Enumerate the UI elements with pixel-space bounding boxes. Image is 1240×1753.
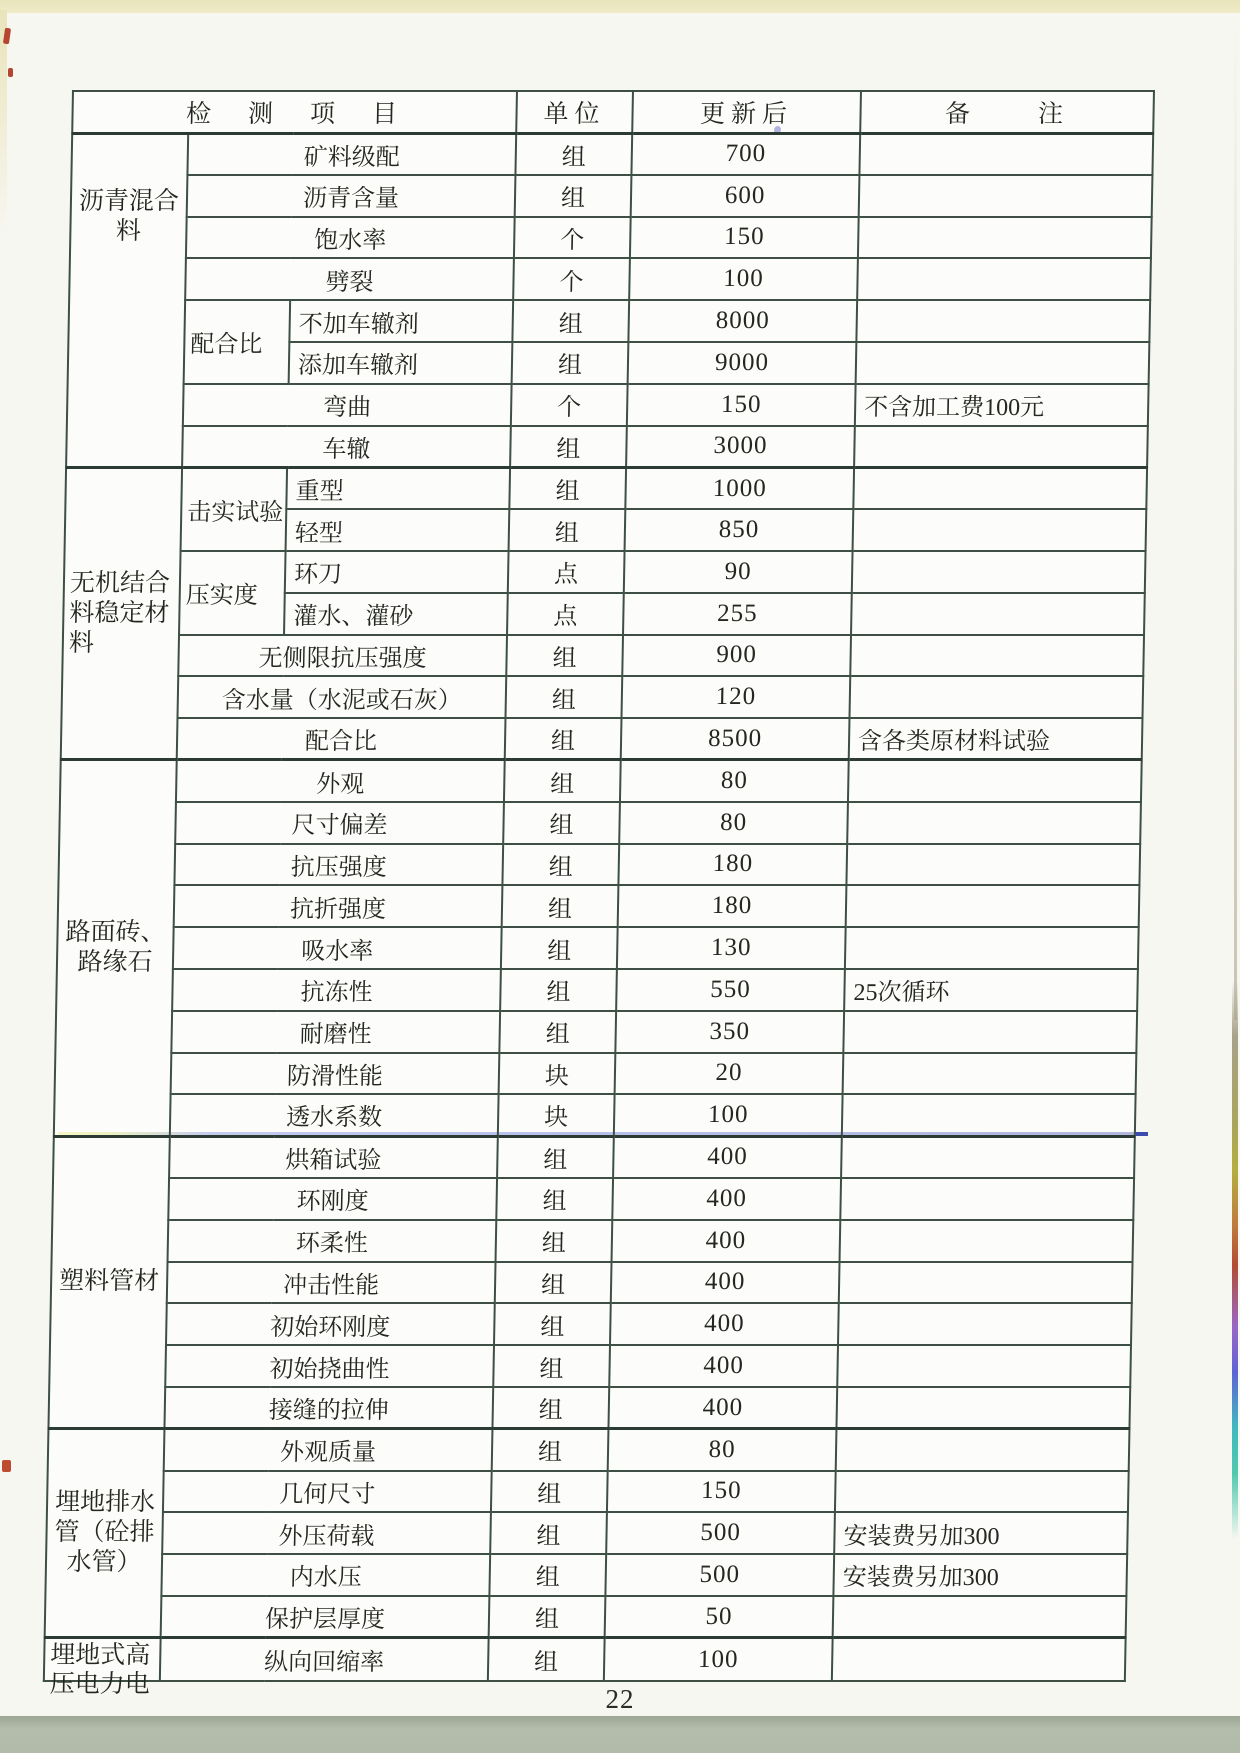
test-item-cell: 矿料级配 — [187, 133, 516, 175]
updated-price-cell: 400 — [613, 1136, 842, 1178]
table-row — [48, 1429, 1130, 1471]
table-row — [52, 1220, 1134, 1262]
updated-price-cell: 255 — [623, 593, 852, 635]
unit-cell: 组 — [500, 969, 617, 1011]
test-item-cell: 配合比 — [177, 718, 506, 760]
remark-cell — [843, 1053, 1137, 1095]
remark-cell: 安装费另加300 — [833, 1554, 1127, 1596]
unit-cell: 组 — [489, 1596, 606, 1638]
test-item-cell: 初始挠曲性 — [165, 1345, 494, 1387]
updated-price-cell: 400 — [610, 1303, 839, 1345]
page-number: 22 — [605, 1684, 635, 1714]
table-row — [51, 1262, 1133, 1304]
updated-price-cell: 8000 — [628, 300, 857, 342]
unit-cell: 组 — [504, 760, 621, 802]
subgroup-label: 击实试验 — [181, 467, 288, 551]
unit-cell: 个 — [514, 217, 631, 259]
scan-edge-right — [1234, 20, 1237, 1020]
test-item-cell: 抗折强度 — [174, 885, 503, 927]
table-row — [57, 927, 1139, 969]
group-label: 无机结合料稳定材料 — [61, 467, 182, 760]
table-row — [61, 718, 1143, 760]
remark-cell — [853, 509, 1147, 551]
test-item-cell: 防滑性能 — [171, 1053, 500, 1095]
remark-cell — [840, 1178, 1134, 1220]
scan-edge-top — [0, 0, 1240, 13]
test-item-cell: 车辙 — [182, 426, 511, 468]
table-row — [71, 175, 1153, 217]
unit-cell: 组 — [493, 1345, 610, 1387]
updated-price-cell: 500 — [606, 1512, 835, 1554]
test-item-cell: 沥青含量 — [187, 175, 516, 217]
table-row — [55, 1053, 1137, 1095]
remark-cell — [847, 802, 1141, 844]
table-row — [59, 802, 1141, 844]
updated-price-cell: 400 — [612, 1178, 841, 1220]
unit-cell: 组 — [509, 509, 626, 551]
remark-cell — [853, 467, 1147, 509]
updated-price-cell: 400 — [609, 1345, 838, 1387]
updated-price-cell: 3000 — [626, 426, 855, 468]
remark-cell — [848, 760, 1142, 802]
test-item-cell: 外压荷载 — [162, 1512, 491, 1554]
test-item-cell: 内水压 — [161, 1554, 490, 1596]
unit-cell: 组 — [512, 342, 629, 384]
header-row — [72, 91, 1154, 133]
updated-price-cell: 350 — [615, 1011, 844, 1053]
test-item-cell: 吸水率 — [173, 927, 502, 969]
table-row — [48, 1387, 1130, 1429]
test-item-cell: 抗压强度 — [174, 844, 503, 886]
unit-cell: 块 — [498, 1094, 615, 1136]
remark-cell — [836, 1387, 1130, 1429]
test-item-cell: 保护层厚度 — [161, 1596, 490, 1638]
test-item-cell: 环柔性 — [168, 1220, 497, 1262]
updated-price-cell: 150 — [607, 1471, 836, 1513]
table-row — [69, 258, 1151, 300]
updated-price-cell: 850 — [625, 509, 854, 551]
updated-price-cell: 80 — [608, 1429, 837, 1471]
table-row — [49, 1345, 1131, 1387]
unit-cell: 组 — [502, 885, 619, 927]
test-item-cell: 环刀 — [285, 551, 509, 593]
header-remark: 备 注 — [860, 91, 1154, 133]
table-row — [54, 1094, 1136, 1136]
remark-cell — [852, 551, 1146, 593]
group-label: 埋地排水管（砼排水管） — [45, 1429, 165, 1638]
remark-cell — [859, 175, 1153, 217]
header-updated-price: 更新后 — [632, 91, 861, 133]
table-row — [64, 551, 1146, 593]
table-row — [45, 1596, 1127, 1638]
updated-price-cell: 150 — [627, 384, 856, 426]
test-item-cell: 轻型 — [286, 509, 510, 551]
unit-cell: 点 — [508, 551, 625, 593]
updated-price-cell: 130 — [617, 927, 846, 969]
updated-price-cell: 400 — [608, 1387, 837, 1429]
updated-price-cell: 500 — [605, 1554, 834, 1596]
remark-cell — [854, 426, 1148, 468]
updated-price-cell: 550 — [616, 969, 845, 1011]
test-item-cell: 透水系数 — [170, 1094, 499, 1136]
table-row — [58, 885, 1140, 927]
updated-price-cell: 50 — [605, 1596, 834, 1638]
remark-cell — [836, 1429, 1130, 1471]
test-item-cell: 烘箱试验 — [169, 1136, 498, 1178]
scan-edge-left — [0, 10, 7, 240]
remark-cell — [851, 593, 1145, 635]
unit-cell: 组 — [512, 300, 629, 342]
header-unit: 单位 — [516, 91, 633, 133]
updated-price-cell: 400 — [612, 1220, 841, 1262]
table-row — [56, 969, 1138, 1011]
remark-cell — [845, 927, 1139, 969]
test-item-cell: 纵向回缩率 — [160, 1638, 489, 1682]
unit-cell: 组 — [509, 467, 626, 509]
updated-price-cell: 400 — [611, 1262, 840, 1304]
red-speck-artifact — [2, 1460, 11, 1472]
test-item-cell: 不加车辙剂 — [289, 300, 513, 342]
test-item-cell: 外观质量 — [164, 1429, 493, 1471]
unit-cell: 个 — [513, 258, 630, 300]
table-row — [45, 1554, 1127, 1596]
unit-cell: 组 — [495, 1262, 612, 1304]
unit-cell: 组 — [502, 844, 619, 886]
unit-cell: 组 — [490, 1512, 607, 1554]
test-item-cell: 重型 — [286, 467, 510, 509]
updated-price-cell: 100 — [629, 258, 858, 300]
test-item-cell: 劈裂 — [185, 258, 514, 300]
table-row — [66, 426, 1148, 468]
updated-price-cell: 80 — [620, 760, 849, 802]
test-item-cell: 初始环刚度 — [166, 1303, 495, 1345]
test-item-cell: 几何尺寸 — [163, 1471, 492, 1513]
remark-cell — [837, 1345, 1131, 1387]
group-label: 路面砖、路缘石 — [54, 760, 177, 1136]
table-row — [70, 217, 1152, 259]
remark-cell: 安装费另加300 — [834, 1512, 1128, 1554]
remark-cell — [850, 635, 1144, 677]
updated-price-cell: 100 — [604, 1638, 833, 1682]
updated-price-cell: 20 — [615, 1053, 844, 1095]
test-item-cell: 无侧限抗压强度 — [178, 635, 507, 677]
updated-price-cell: 100 — [614, 1094, 843, 1136]
unit-cell: 组 — [506, 635, 623, 677]
unit-cell: 组 — [492, 1429, 609, 1471]
table-row — [62, 635, 1144, 677]
test-item-cell: 添加车辙剂 — [289, 342, 513, 384]
remark-cell — [858, 217, 1152, 259]
test-item-cell: 饱水率 — [186, 217, 515, 259]
unit-cell: 组 — [505, 718, 622, 760]
remark-cell — [838, 1303, 1132, 1345]
group-label: 塑料管材 — [48, 1136, 169, 1429]
group-label — [44, 1638, 161, 1699]
test-item-cell: 环刚度 — [168, 1178, 497, 1220]
scan-rainbow-strip — [1232, 980, 1238, 1540]
red-speck-artifact — [8, 68, 13, 77]
subgroup-label: 压实度 — [179, 551, 286, 635]
unit-cell: 组 — [501, 927, 618, 969]
scan-bottom-band — [0, 1716, 1240, 1753]
unit-cell: 组 — [496, 1178, 613, 1220]
test-item-cell: 尺寸偏差 — [175, 802, 504, 844]
table-row — [65, 467, 1147, 509]
test-item-cell: 冲击性能 — [167, 1262, 496, 1304]
remark-cell — [846, 885, 1140, 927]
table-row — [53, 1136, 1135, 1178]
remark-cell — [846, 844, 1140, 886]
unit-cell: 块 — [499, 1053, 616, 1095]
unit-cell: 组 — [506, 676, 623, 718]
table-row — [68, 300, 1150, 342]
remark-cell — [839, 1262, 1133, 1304]
remark-cell — [833, 1596, 1127, 1638]
remark-cell — [840, 1220, 1134, 1262]
table-row — [61, 676, 1143, 718]
unit-cell: 组 — [499, 1011, 616, 1053]
updated-price-cell: 600 — [631, 175, 860, 217]
unit-cell: 组 — [510, 426, 627, 468]
table-row — [71, 133, 1153, 175]
remark-cell — [842, 1094, 1136, 1136]
table-row — [44, 1638, 1126, 1682]
table-row — [50, 1303, 1132, 1345]
unit-cell: 组 — [488, 1638, 605, 1682]
remark-cell: 不含加工费100元 — [855, 384, 1149, 426]
group-label-line: 埋地式高 — [50, 1642, 151, 1670]
unit-cell: 组 — [489, 1554, 606, 1596]
updated-price-cell: 80 — [619, 802, 848, 844]
table-row — [58, 844, 1140, 886]
updated-price-cell: 180 — [618, 844, 847, 886]
remark-cell — [856, 300, 1150, 342]
table-row — [60, 760, 1142, 802]
test-item-cell: 接缝的拉伸 — [164, 1387, 493, 1429]
table-row — [67, 384, 1149, 426]
unit-cell: 组 — [496, 1220, 613, 1262]
updated-price-cell: 150 — [630, 217, 859, 259]
table-row — [52, 1178, 1134, 1220]
remark-cell — [856, 342, 1150, 384]
remark-cell: 25次循环 — [844, 969, 1138, 1011]
unit-cell: 组 — [491, 1471, 608, 1513]
updated-price-cell: 8500 — [621, 718, 850, 760]
unit-cell: 组 — [492, 1387, 609, 1429]
test-item-cell: 外观 — [176, 760, 505, 802]
table-row — [46, 1512, 1128, 1554]
updated-price-cell: 700 — [631, 133, 860, 175]
updated-price-cell: 1000 — [625, 467, 854, 509]
remark-cell — [832, 1638, 1126, 1682]
remark-cell — [835, 1471, 1129, 1513]
remark-cell — [859, 133, 1153, 175]
unit-cell: 组 — [497, 1136, 614, 1178]
subgroup-label: 配合比 — [184, 300, 291, 384]
test-item-cell: 弯曲 — [183, 384, 512, 426]
remark-cell: 含各类原材料试验 — [849, 718, 1143, 760]
unit-cell: 组 — [515, 133, 632, 175]
updated-price-cell: 180 — [618, 885, 847, 927]
unit-cell: 组 — [503, 802, 620, 844]
updated-price-cell: 90 — [624, 551, 853, 593]
updated-price-cell: 9000 — [628, 342, 857, 384]
remark-cell — [843, 1011, 1137, 1053]
remark-cell — [850, 676, 1144, 718]
group-label: 沥青混合料 — [66, 133, 188, 467]
updated-price-cell: 900 — [622, 635, 851, 677]
red-speck-artifact — [3, 28, 11, 45]
test-item-cell: 耐磨性 — [171, 1011, 500, 1053]
test-item-cell: 抗冻性 — [172, 969, 501, 1011]
table-row — [55, 1011, 1137, 1053]
unit-cell: 点 — [507, 593, 624, 635]
unit-cell: 组 — [515, 175, 632, 217]
test-item-cell: 含水量（水泥或石灰） — [177, 676, 506, 718]
remark-cell — [857, 258, 1151, 300]
header-test-item: 检 测 项 目 — [72, 91, 517, 133]
unit-cell: 个 — [511, 384, 628, 426]
test-item-cell: 灌水、灌砂 — [284, 593, 508, 635]
updated-price-cell: 120 — [622, 676, 851, 718]
unit-cell: 组 — [494, 1303, 611, 1345]
remark-cell — [841, 1136, 1135, 1178]
table-row — [47, 1471, 1129, 1513]
group-label-clipped-line: 压电力电 — [49, 1671, 151, 1699]
